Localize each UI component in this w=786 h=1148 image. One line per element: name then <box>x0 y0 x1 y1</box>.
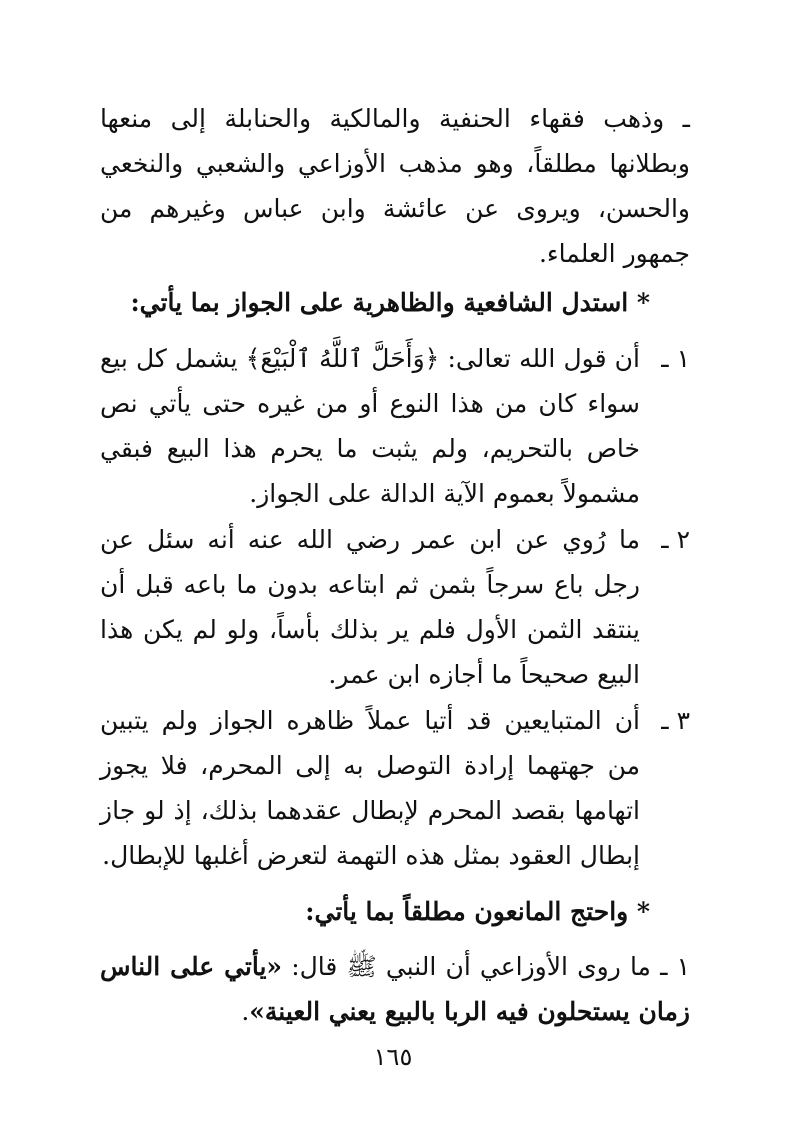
item-number: ٢ ـ <box>661 525 690 554</box>
item-number: ٣ ـ <box>661 706 690 735</box>
hadith-quote: «يأتي على الناس زمان يستحلون فيه الربا بالبيع يعني العينة» <box>100 952 690 1026</box>
item-text: أن المتبايعين قد أتيا عملاً ظاهره الجواز ولم يتبين من جهتهما إرادة التوصل به إلى المحرم، فلا يجوز اتهامها بقصد المحرم لإبطال عقدهما بذلك، إذ لو جاز إبطال العقود بمثل هذه التهمة لتعرض أغلبها للإبطال. <box>100 706 640 870</box>
item-number: ١ ـ <box>661 344 690 373</box>
paragraph-hadith <box>100 944 690 1034</box>
item-text: ما رُوي عن ابن عمر رضي الله عنه أنه سئل عن رجل باع سرجاً بثمن ثم ابتاعه بدون ما باعه قبل أن ينتقد الثمن الأول فلم ير بذلك بأساً، ولو لم يكن هذا البيع صحيحاً ما أجازه ابن عمر. <box>100 525 640 689</box>
list-item <box>100 517 690 697</box>
page-number: ١٦٥ <box>373 1043 413 1071</box>
hadith-lead: ١ ـ ما روى الأوزاعي أن النبي ﷺ قال: <box>282 952 690 981</box>
paragraph-hanafi-view: ـ وذهب فقهاء الحنفية والمالكية والحنابلة إلى منعها وبطلانها مطلقاً، وهو مذهب الأوزاعي والشعبي والنخعي والحسن، ويروى عن عائشة وابن عباس وغيرهم من جمهور العلماء. <box>100 104 690 268</box>
list-item <box>100 336 690 516</box>
list-item <box>100 698 690 878</box>
heading-shafii-evidence: * استدل الشافعية والظاهرية على الجواز بما يأتي: <box>130 288 650 317</box>
item-text: أن قول الله تعالى: ﴿وَأَحَلَّ ٱللَّهُ ٱلْبَيْعَ﴾ يشمل كل بيع سواء كان من هذا النوع أو من غيره حتى يأتي نص خاص بالتحريم، ولم يثبت ما يحرم هذا البيع فبقي مشمولاً بعموم الآية الدالة على الجواز. <box>100 344 640 508</box>
hadith-tail: . <box>241 997 250 1026</box>
heading-opponents-evidence: * واحتج المانعون مطلقاً بما يأتي: <box>305 897 650 926</box>
